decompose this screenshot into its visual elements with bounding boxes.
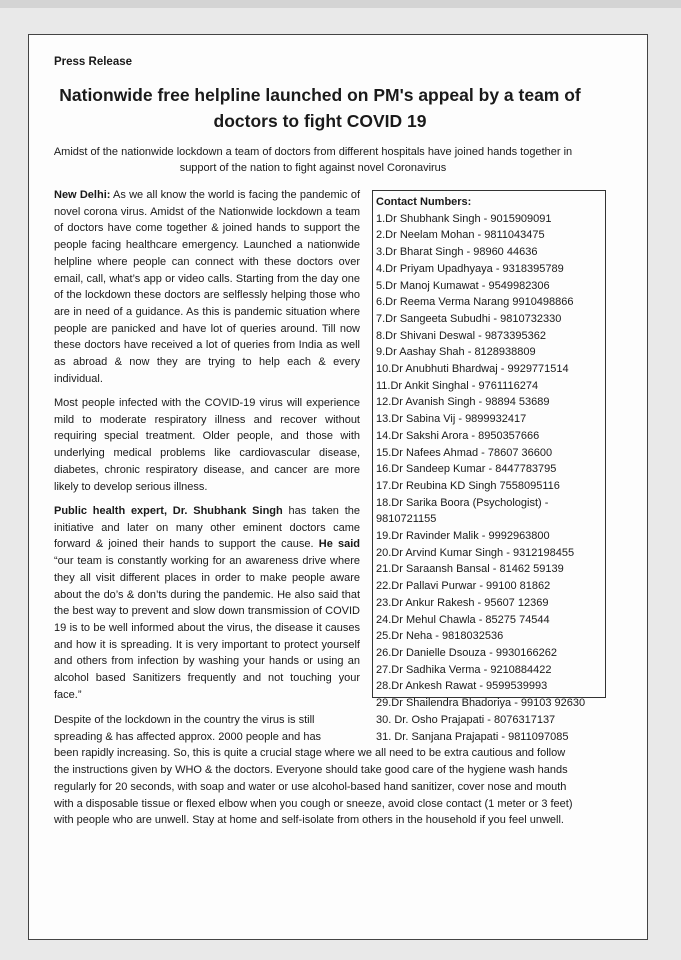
contact-item: 25.Dr Neha - 9818032536 — [376, 630, 504, 643]
contact-item: 11.Dr Ankit Singhal - 9761116274 — [376, 379, 539, 392]
expert-text-2: “our team is constantly working for an awareness drive where they all visit different places in order to make people aware about the do’s & don’ts during the pandemic. He also said that the best way to prevent and slow down transmission of COVID 19 is to be well informed about the virus, the disease it causes and how it is spreading. It is very important to protect yourself and others from infection by washing your hands or using an alcohol based Sanitizers frequently and not touching your face.” — [54, 555, 360, 701]
contact-item: 6.Dr Reema Verma Narang 9910498866 — [376, 296, 574, 309]
top-strip — [0, 0, 681, 8]
paragraph-symptoms — [54, 395, 360, 495]
contact-item: 1.Dr Shubhank Singh - 9015909091 — [376, 212, 552, 225]
contact-item: 30. Dr. Osho Prajapati - 8076317137 — [376, 713, 556, 726]
contact-item: 16.Dr Sandeep Kumar - 8447783795 — [376, 463, 557, 476]
headline: Nationwide free helpline launched on PM's appeal by a team of doctors to fight COVID 19 — [59, 85, 581, 131]
contact-item: 15.Dr Nafees Ahmad - 78607 36600 — [376, 446, 553, 459]
dateline: New Delhi: — [54, 189, 111, 201]
contact-item: 22.Dr Pallavi Purwar - 99100 81862 — [376, 580, 551, 593]
closing-text-wide: been rapidly increasing. So, this is quite a crucial stage where we all need to be extra cautious and follow the instructions given by WHO & the doctors. Everyone should take good care of the hygiene wash hands regularly for 20 seconds, with soap and water or use alcohol-based hand sanitizer, cover nose and mouth with a disposable tissue or flexed elbow when you cough or sneeze, avoid close contact (1 meter or 3 feet) with people who are unwell. Stay at home and self-isolate from others in the household if you feel unwell. — [54, 747, 573, 827]
contact-item: 12.Dr Avanish Singh - 98894 53689 — [376, 396, 550, 409]
contact-item: 23.Dr Ankur Rakesh - 95607 12369 — [376, 596, 549, 609]
contact-heading: Contact Numbers: — [376, 196, 472, 208]
contact-item: 17.Dr Reubina KD Singh 7558095116 — [376, 479, 560, 492]
closing-text-narrow: Despite of the lockdown in the country the virus is still spreading & has affected approx. 2000 people and has — [54, 714, 322, 743]
contact-item: 13.Dr Sabina Vij - 9899932417 — [376, 413, 527, 426]
contact-item: 26.Dr Danielle Dsouza - 9930166262 — [376, 646, 558, 659]
contact-item: 9810721155 — [376, 513, 437, 526]
contact-item: 20.Dr Arvind Kumar Singh - 9312198455 — [376, 546, 575, 559]
expert-text-1: has taken the initiative and later on many other eminent doctors came forward & joined their hands to support the cause. — [54, 505, 360, 551]
contact-item: 8.Dr Shivani Deswal - 9873395362 — [376, 329, 546, 342]
contact-item: 19.Dr Ravinder Malik - 9992963800 — [376, 530, 550, 543]
symptoms-text: Most people infected with the COVID-19 virus will experience mild to moderate respiratory illness and recover without requiring special treatment. Older people, and those with underlying medical problems like cardiovascular disease, diabetes, chronic respiratory disease, and cancer are more likely to develop serious illness. — [54, 397, 360, 493]
contact-item: 28.Dr Ankesh Rawat - 9599539993 — [376, 680, 548, 693]
contact-item: 9.Dr Aashay Shah - 8128938809 — [376, 346, 536, 359]
contact-item: 5.Dr Manoj Kumawat - 9549982306 — [376, 279, 550, 292]
contact-item: 27.Dr Sadhika Verma - 9210884422 — [376, 663, 552, 676]
contact-item: 7.Dr Sangeeta Subudhi - 9810732330 — [376, 312, 562, 325]
contact-item: 21.Dr Saraansh Bansal - 81462 59139 — [376, 563, 564, 576]
subheadline: Amidst of the nationwide lockdown a team of doctors from different hospitals have joined hands together in support of the nation to fight against novel Coronavirus — [53, 146, 573, 174]
expert-name: Public health expert, Dr. Shubhank Singh — [54, 505, 283, 517]
contact-item: 2.Dr Neelam Mohan - 9811043475 — [376, 229, 545, 242]
contact-item: 3.Dr Bharat Singh - 98960 44636 — [376, 246, 538, 259]
contact-item: 10.Dr Anubhuti Bhardwaj - 9929771514 — [376, 363, 569, 376]
expert-said: He said — [318, 538, 360, 551]
contact-item: 4.Dr Priyam Upadhyaya - 9318395789 — [376, 262, 564, 275]
contact-item: 24.Dr Mehul Chawla - 85275 74544 — [376, 613, 550, 626]
contact-numbers-box — [372, 190, 606, 743]
intro-text: As we all know the world is facing the pandemic of novel corona virus. Amidst of the Nationwide lockdown a team of doctors have come together & joined hands to support the people facing healthcare emergency. Launched a nationwide helpline where people can connect with these doctors over email, call, what’s app or video calls. Starting from the day one of the lockdown these doctors are selflessly helping those who are in need of a guidance. As this is pandemic situation where people are panicked and have lot of queries around. Till now these doctors have received a lot of queries from India as well as abroad & now they are trying to help each & every individual. — [54, 189, 360, 385]
contact-item: 31. Dr. Sanjana Prajapati - 9811097085 — [376, 730, 569, 743]
contact-item: 18.Dr Sarika Boora (Psychologist) - — [376, 496, 549, 509]
press-release-label: Press Release — [54, 56, 133, 68]
paragraph-expert — [54, 503, 360, 703]
contact-item: 14.Dr Sakshi Arora - 8950357666 — [376, 429, 540, 442]
paragraph-intro — [54, 187, 360, 387]
contact-item: 29.Dr Shailendra Bhadoriya - 99103 92630 — [376, 697, 586, 710]
